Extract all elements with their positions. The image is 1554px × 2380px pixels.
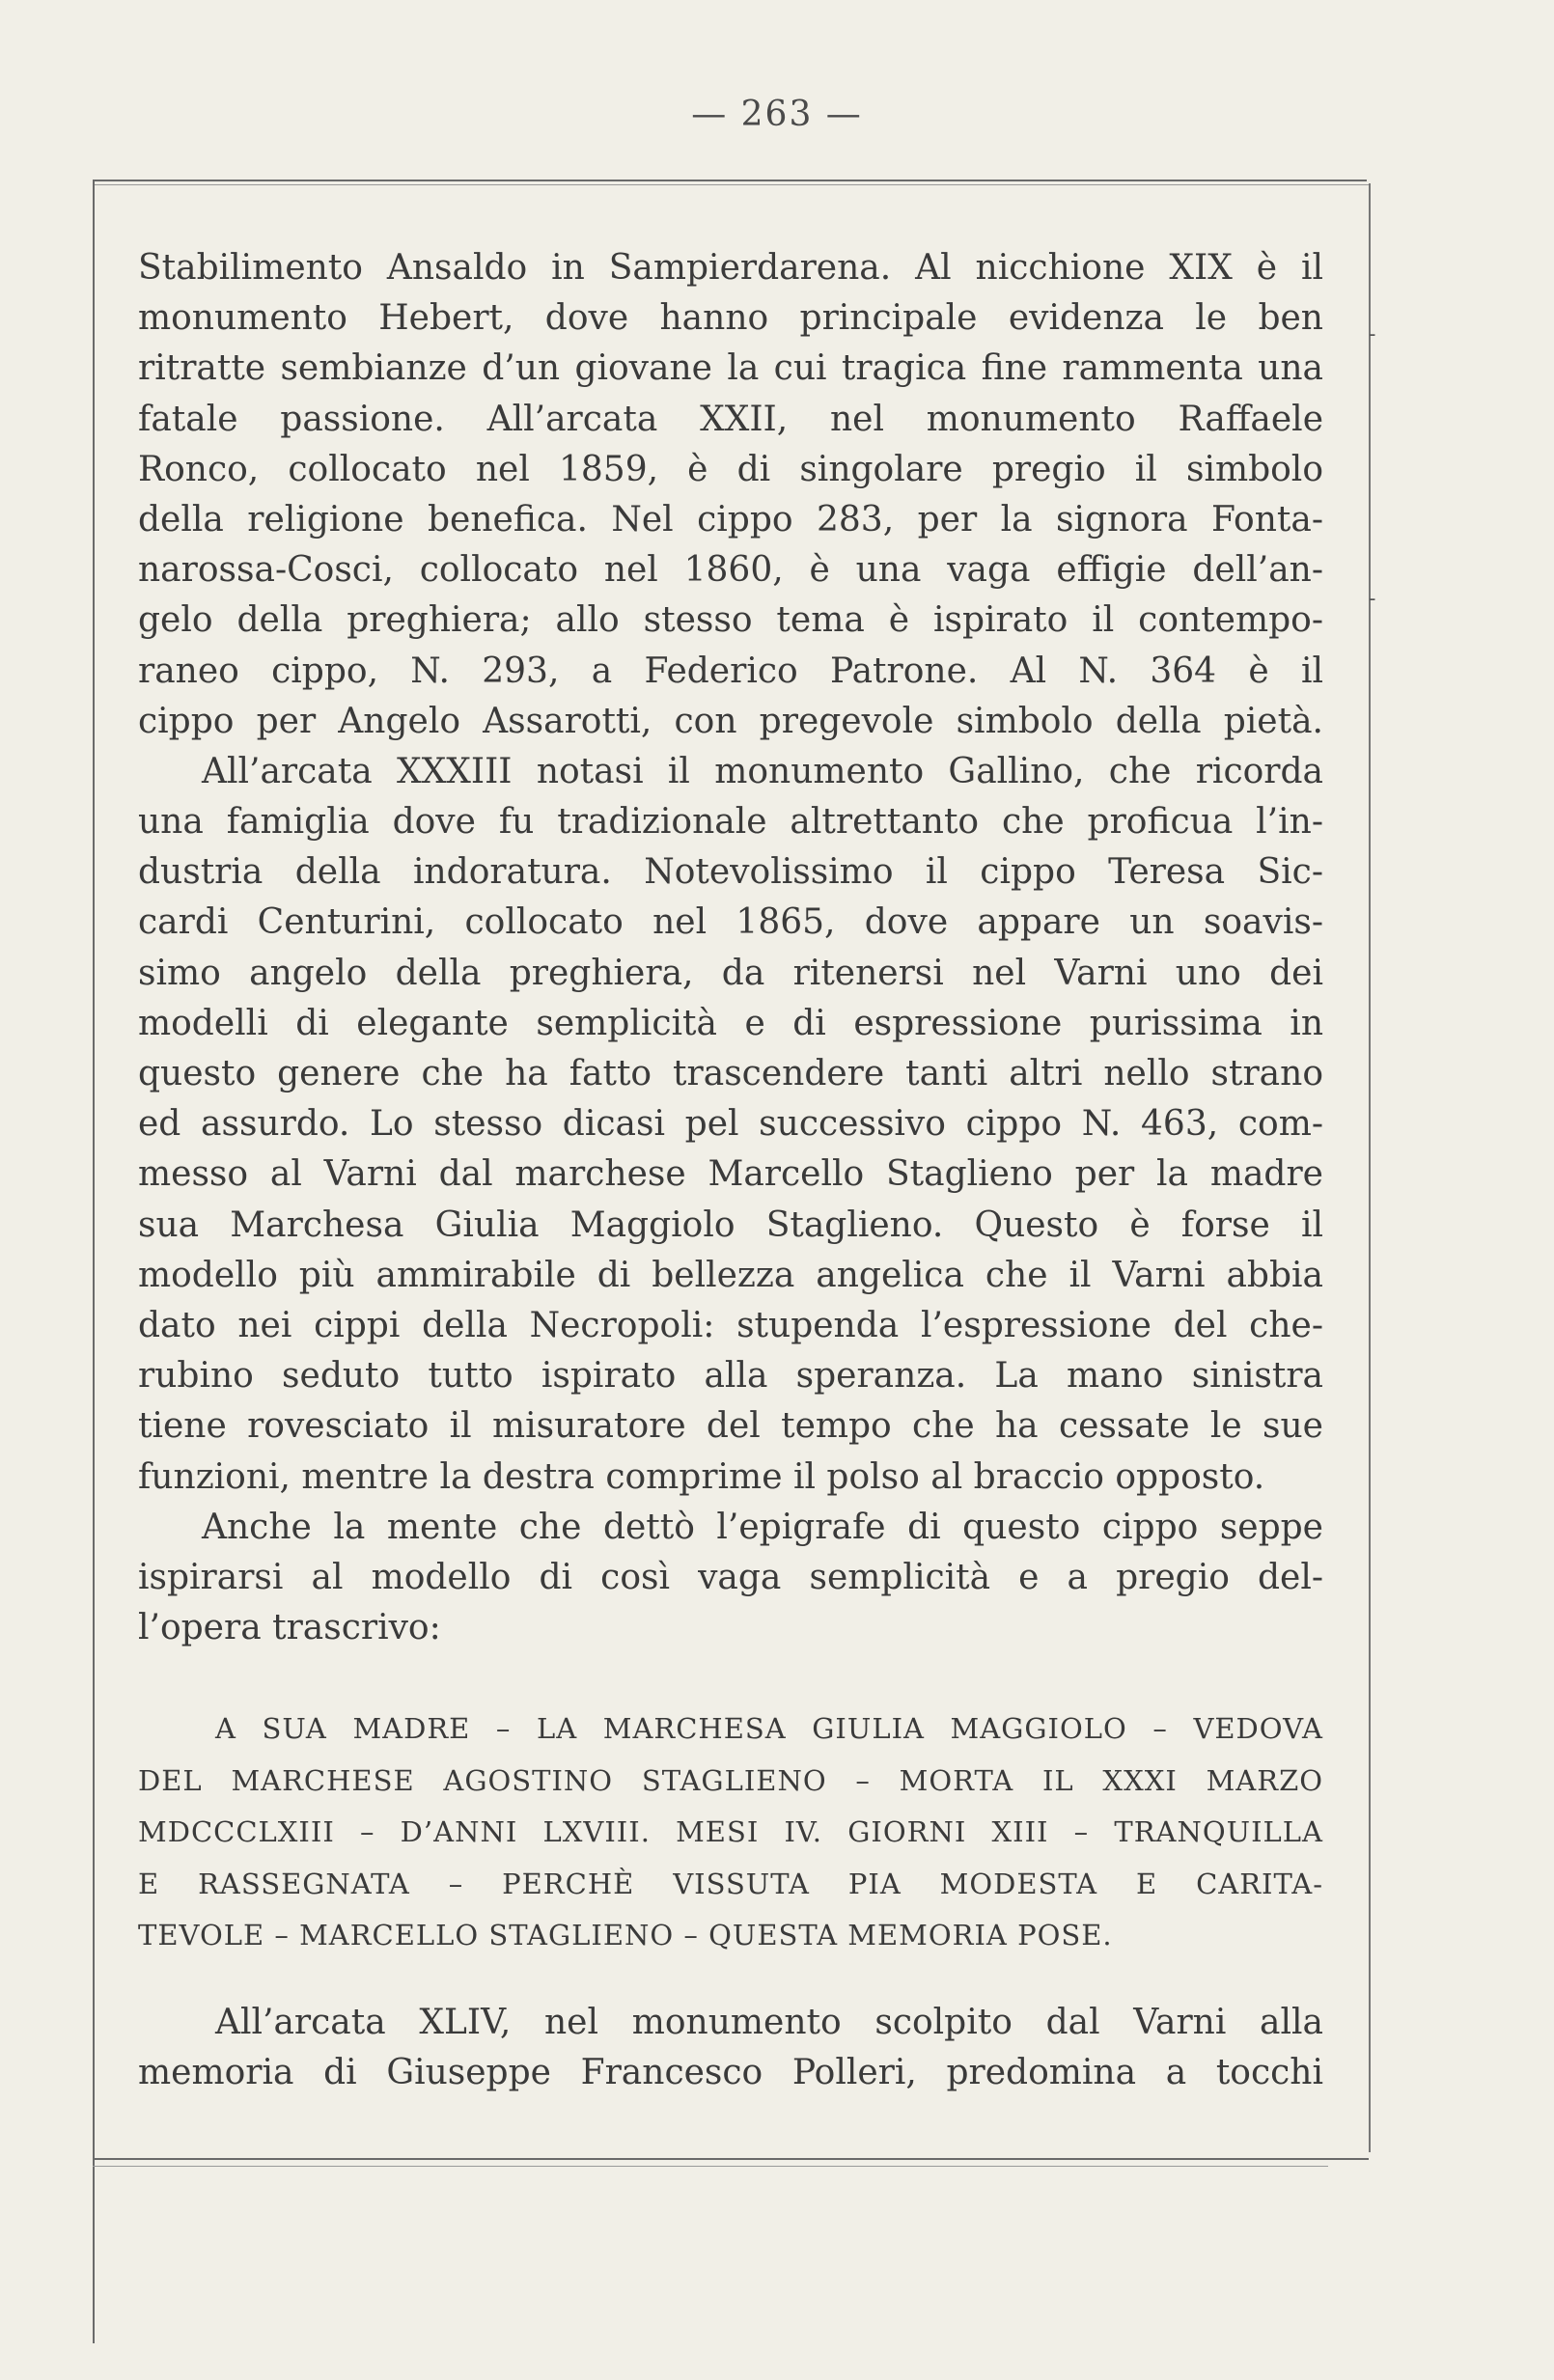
text-line: dato nei cippi della Necropoli: stupenda l’espressione del che- — [138, 1305, 1323, 1345]
text-line: della religione benefica. Nel cippo 283, per la signora Fonta- — [138, 499, 1323, 540]
text-line: All’arcata XLIV, nel monumento scolpito dal Varni alla — [215, 2003, 1323, 2042]
text-line: questo genere che ha fatto trascendere tanti altri nello strano — [138, 1054, 1323, 1093]
text-line: Anche la mente che dettò l’epigrafe di questo cippo seppe — [202, 1507, 1323, 1547]
final-paragraph — [138, 1998, 1323, 2098]
epigraph — [138, 1703, 1323, 1962]
text-line: cippo per Angelo Assarotti, con pregevole simbolo della pietà. — [138, 701, 1323, 741]
text-line: Ronco, collocato nel 1859, è di singolare pregio il simbolo — [138, 449, 1323, 489]
frame-top-rule-inner — [93, 184, 1369, 185]
text-line: ritratte sembianze d’un giovane la cui tragica fine rammenta una — [138, 348, 1323, 389]
text-line: messo al Varni dal marchese Marcello Staglieno per la madre — [138, 1154, 1323, 1195]
text-line: narossa-Cosci, collocato nel 1860, è una vaga effigie dell’an- — [138, 550, 1323, 591]
text-line: una famiglia dove fu tradizionale altrettanto che proficua l’in- — [138, 802, 1323, 843]
frame-bottom-rule-inner — [93, 2166, 1328, 2167]
text-line: modelli di elegante semplicità e di espressione purissima in — [138, 1003, 1323, 1043]
text-line: funzioni, mentre la destra comprime il polso al braccio opposto. — [138, 1456, 1265, 1497]
text-line: fatale passione. All’arcata XXII, nel monumento Raffaele — [138, 399, 1323, 439]
margin-mark: - — [1369, 322, 1376, 346]
epigraph-line: MDCCCLXIII – D’ANNI LXVIII. MESI IV. GIORNI XIII – TRANQUILLA — [138, 1815, 1323, 1849]
text-line: dustria della indoratura. Notevolissimo il cippo Teresa Sic- — [138, 852, 1323, 893]
frame-right-rule — [1369, 183, 1371, 2152]
text-line: modello più ammirabile di bellezza angelica che il Varni abbia — [138, 1255, 1323, 1295]
epigraph-line: TEVOLE – MARCELLO STAGLIENO – QUESTA MEMORIA POSE. — [138, 1919, 1113, 1952]
text-line: sua Marchesa Giulia Maggiolo Staglieno. Questo è forse il — [138, 1204, 1323, 1245]
text-line: ed assurdo. Lo stesso dicasi pel successivo cippo N. 463, com- — [138, 1104, 1323, 1145]
epigraph-line: E RASSEGNATA – PERCHÈ VISSUTA PIA MODESTA E CARITA- — [138, 1867, 1323, 1900]
text-line: All’arcata XXXIII notasi il monumento Gallino, che ricorda — [202, 751, 1323, 791]
frame-left-rule — [93, 180, 95, 2343]
frame-bottom-rule — [93, 2158, 1369, 2160]
text-line: ispirarsi al modello di così vaga semplicità e a pregio del- — [138, 1557, 1323, 1597]
text-line: memoria di Giuseppe Francesco Polleri, predomina a tocchi — [138, 2053, 1323, 2093]
text-line: monumento Hebert, dove hanno principale evidenza le ben — [138, 298, 1323, 339]
page-number: — 263 — — [691, 95, 863, 134]
text-line: l’opera trascrivo: — [138, 1608, 441, 1648]
text-line: raneo cippo, N. 293, a Federico Patrone. Al N. 364 è il — [138, 650, 1323, 691]
text-line: gelo della preghiera; allo stesso tema è ispirato il contempo- — [138, 600, 1323, 641]
body-text — [138, 243, 1323, 1653]
text-line: tiene rovesciato il misuratore del tempo che ha cessate le sue — [138, 1406, 1323, 1447]
text-line: simo angelo della preghiera, da ritenersi nel Varni uno dei — [138, 953, 1323, 993]
text-line: rubino seduto tutto ispirato alla speranza. La mano sinistra — [138, 1356, 1323, 1397]
text-line: cardi Centurini, collocato nel 1865, dove appare un soavis- — [138, 902, 1323, 943]
margin-mark: - — [1369, 587, 1376, 611]
frame-top-rule — [93, 180, 1367, 181]
epigraph-line: A SUA MADRE – LA MARCHESA GIULIA MAGGIOLO – VEDOVA — [215, 1712, 1323, 1745]
text-line: Stabilimento Ansaldo in Sampierdarena. Al nicchione XIX è il — [138, 248, 1323, 288]
epigraph-line: DEL MARCHESE AGOSTINO STAGLIENO – MORTA IL XXXI MARZO — [138, 1763, 1323, 1797]
